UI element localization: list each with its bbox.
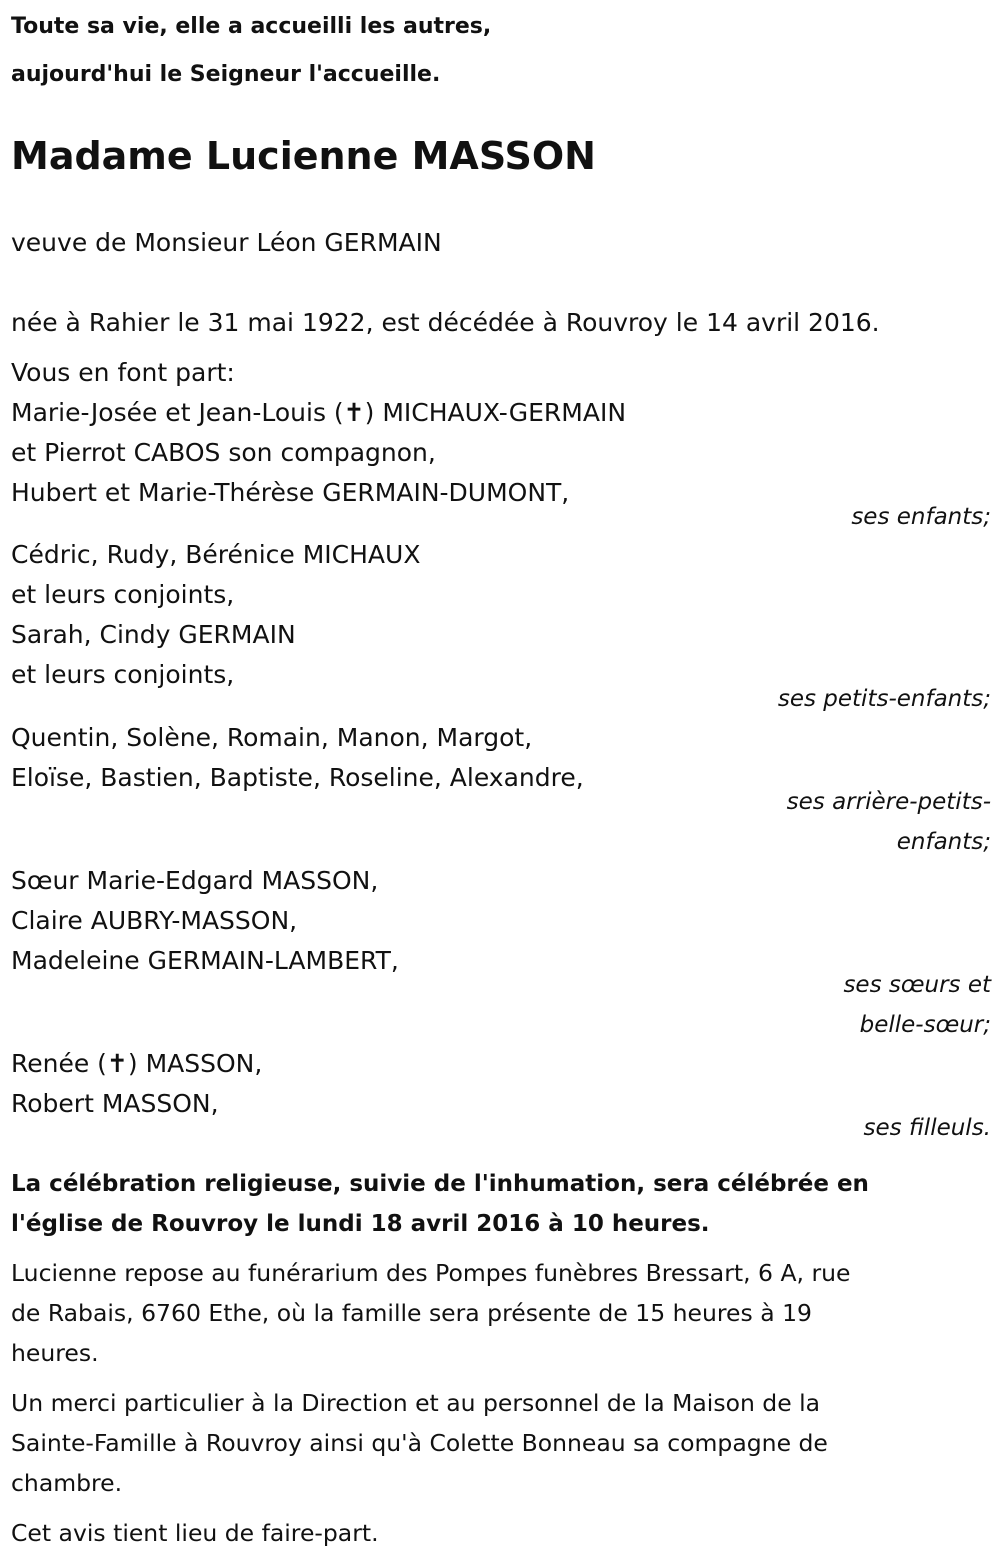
godchildren-name-line: Renée (✝) MASSON,: [11, 1049, 263, 1078]
funeral-home-line: Lucienne repose au funérarium des Pompes funèbres Bressart, 6 A, rue: [11, 1259, 851, 1287]
great-grandchildren-name-line: Quentin, Solène, Romain, Manon, Margot,: [11, 723, 533, 752]
godchildren-name-line: Robert MASSON,: [11, 1089, 219, 1118]
grandchildren-role: ses petits-enfants;: [777, 686, 991, 712]
children-name-line: et Pierrot CABOS son compagnon,: [11, 438, 436, 467]
epigraph-line-1: Toute sa vie, elle a accueilli les autres,: [11, 14, 492, 39]
grandchildren-name-line: Sarah, Cindy GERMAIN: [11, 620, 296, 649]
announcers-intro: Vous en font part:: [11, 358, 235, 387]
great-grandchildren-role-line: enfants;: [896, 829, 991, 855]
grandchildren-name-line: et leurs conjoints,: [11, 580, 235, 609]
godchildren-role: ses filleuls.: [863, 1115, 991, 1141]
epigraph-line-2: aujourd'hui le Seigneur l'accueille.: [11, 62, 441, 87]
grandchildren-name-line: et leurs conjoints,: [11, 660, 235, 689]
thanks-line: Un merci particulier à la Direction et au personnel de la Maison de la: [11, 1389, 821, 1417]
thanks-line: chambre.: [11, 1469, 123, 1497]
grandchildren-name-line: Cédric, Rudy, Bérénice MICHAUX: [11, 540, 421, 569]
obituary-notice: [11, 0, 991, 1568]
children-name-line: Hubert et Marie-Thérèse GERMAIN-DUMONT,: [11, 478, 570, 507]
funeral-home-line: de Rabais, 6760 Ethe, où la famille sera présente de 15 heures à 19: [11, 1299, 812, 1327]
birth-death-line: née à Rahier le 31 mai 1922, est décédée à Rouvroy le 14 avril 2016.: [11, 308, 880, 337]
sisters-name-line: Sœur Marie-Edgard MASSON,: [11, 866, 379, 895]
funeral-home-line: heures.: [11, 1339, 99, 1367]
closing-line: Cet avis tient lieu de faire-part.: [11, 1519, 379, 1547]
thanks-line: Sainte-Famille à Rouvroy ainsi qu'à Colette Bonneau sa compagne de: [11, 1429, 828, 1457]
children-name-line: Marie-Josée et Jean-Louis (✝) MICHAUX-GERMAIN: [11, 398, 627, 427]
sisters-name-line: Claire AUBRY-MASSON,: [11, 906, 298, 935]
deceased-name: Madame Lucienne MASSON: [11, 134, 596, 178]
ceremony-line: La célébration religieuse, suivie de l'inhumation, sera célébrée en: [11, 1171, 869, 1197]
sisters-name-line: Madeleine GERMAIN-LAMBERT,: [11, 946, 399, 975]
sisters-role-line: belle-sœur;: [859, 1012, 991, 1038]
sisters-role-line: ses sœurs et: [843, 972, 991, 998]
children-role: ses enfants;: [851, 504, 991, 530]
ceremony-line: l'église de Rouvroy le lundi 18 avril 2016 à 10 heures.: [11, 1211, 710, 1237]
great-grandchildren-role-line: ses arrière-petits-: [786, 789, 991, 815]
spouse-line: veuve de Monsieur Léon GERMAIN: [11, 228, 442, 257]
great-grandchildren-name-line: Eloïse, Bastien, Baptiste, Roseline, Alexandre,: [11, 763, 584, 792]
